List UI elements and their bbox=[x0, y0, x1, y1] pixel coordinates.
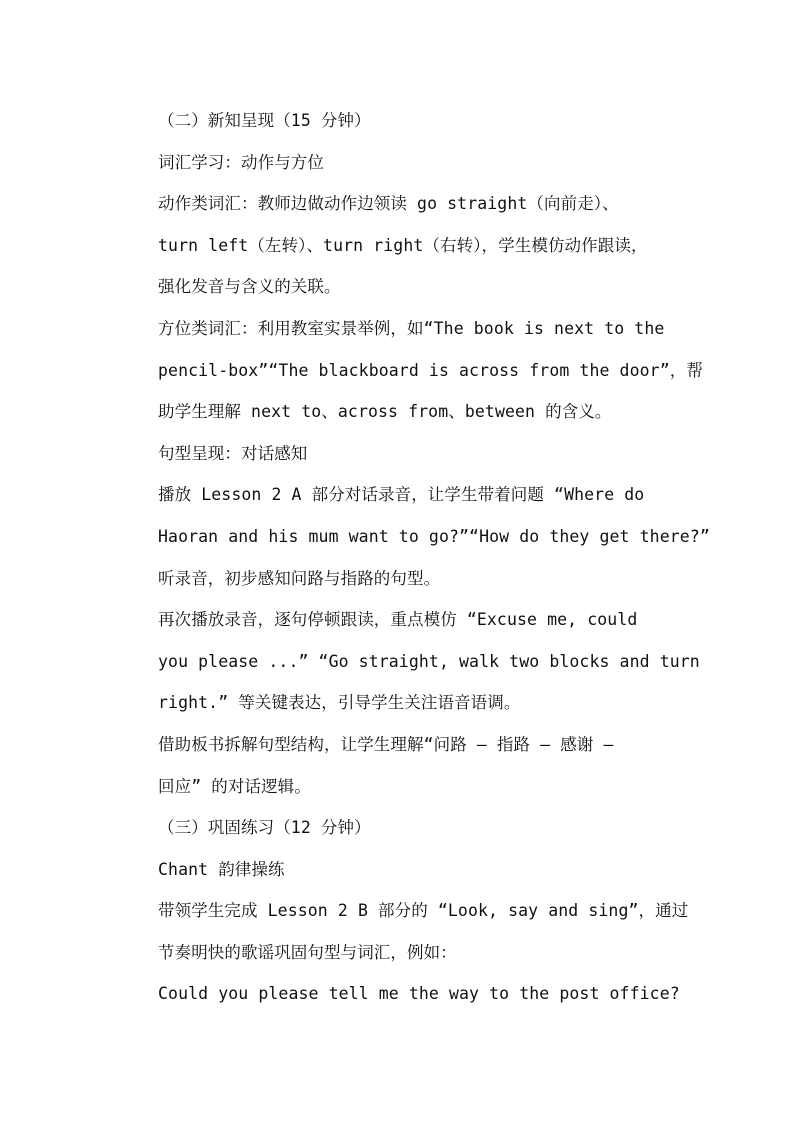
paragraph-line: 借助板书拆解句型结构，让学生理解“问路 — 指路 — 感谢 — bbox=[158, 734, 614, 754]
paragraph-line: right.” 等关键表达，引导学生关注语音语调。 bbox=[158, 693, 521, 713]
paragraph-line: 动作类词汇：教师边做动作边领读 go straight（向前走）、 bbox=[158, 194, 619, 214]
paragraph-line: 带领学生完成 Lesson 2 B 部分的 “Look, say and sing”，通过 bbox=[158, 901, 689, 921]
subheading-chant: Chant 韵律操练 bbox=[158, 859, 285, 879]
paragraph-line: 强化发音与含义的关联。 bbox=[158, 277, 341, 297]
section-heading-consolidation: （三）巩固练习（12 分钟） bbox=[158, 818, 371, 838]
paragraph-line: turn left（左转）、turn right（右转），学生模仿动作跟读， bbox=[158, 235, 648, 255]
paragraph-line: 播放 Lesson 2 A 部分对话录音，让学生带着问题 “Where do bbox=[158, 485, 645, 505]
paragraph-line: 听录音，初步感知问路与指路的句型。 bbox=[158, 568, 441, 588]
subheading-vocabulary: 词汇学习：动作与方位 bbox=[158, 152, 324, 172]
paragraph-line: 回应” 的对话逻辑。 bbox=[158, 776, 311, 796]
paragraph-line: 助学生理解 next to、across from、between 的含义。 bbox=[158, 402, 612, 422]
paragraph-line: 方位类词汇：利用教室实景举例，如“The book is next to the bbox=[158, 318, 665, 338]
subheading-sentence-patterns: 句型呈现：对话感知 bbox=[158, 443, 308, 463]
section-heading-new-knowledge: （二）新知呈现（15 分钟） bbox=[158, 111, 371, 130]
paragraph-line: pencil-box”“The blackboard is across from the door”，帮 bbox=[158, 360, 703, 380]
document-body bbox=[158, 100, 718, 1015]
paragraph-line: you please ...” “Go straight, walk two blocks and turn bbox=[158, 651, 700, 671]
paragraph-line: Haoran and his mum want to go?”“How do they get there?” bbox=[158, 526, 710, 546]
paragraph-line: 节奏明快的歌谣巩固句型与词汇，例如： bbox=[158, 942, 457, 962]
example-sentence: Could you please tell me the way to the post office? bbox=[158, 984, 680, 1004]
paragraph-line: 再次播放录音，逐句停顿跟读，重点模仿 “Excuse me, could bbox=[158, 610, 638, 630]
